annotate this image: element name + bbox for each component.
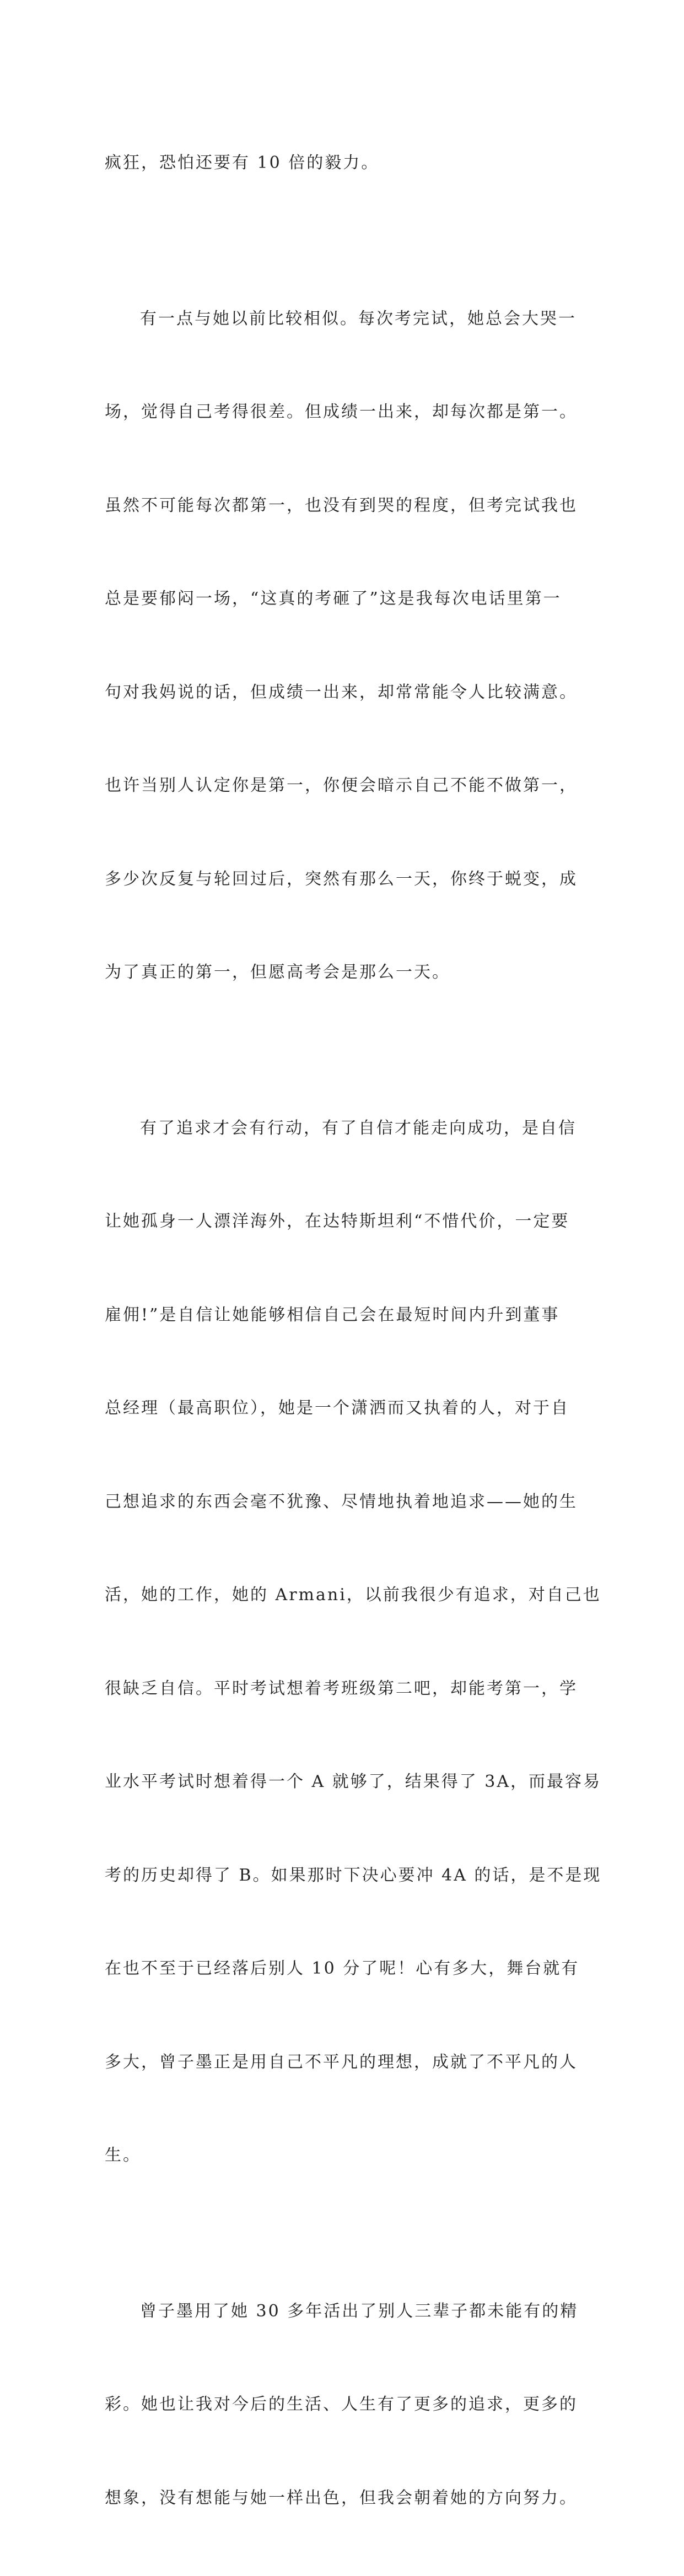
- text-line: 多大，曾子墨正是用自己不平凡的理想，成就了不平凡的人: [105, 2047, 590, 2078]
- text-line: 场，觉得自己考得很差。但成绩一出来，却每次都是第一。: [105, 397, 590, 428]
- text-line: 很缺乏自信。平时考试想着考班级第二吧，却能考第一，学: [105, 1673, 590, 1705]
- text-line: 有了追求才会有行动，有了自信才能走向成功，是自信: [105, 1113, 590, 1144]
- text-line: 虽然不可能每次都第一，也没有到哭的程度，但考完试我也: [105, 490, 590, 522]
- document-page: [0, 0, 684, 966]
- text-line: 句对我妈说的话，但成绩一出来，却常常能令人比较满意。: [105, 677, 590, 709]
- text-line: 也许当别人认定你是第一，你便会暗示自己不能不做第一，: [105, 770, 590, 802]
- text-line: 总经理（最高职位），她是一个潇洒而又执着的人，对于自: [105, 1393, 590, 1424]
- text-line: 考的历史却得了 B。如果那时下决心要冲 4A 的话，是不是现: [105, 1860, 590, 1892]
- document-body: [105, 85, 590, 2576]
- text-line: 让她孤身一人漂洋海外，在达特斯坦利“不惜代价，一定要: [105, 1206, 590, 1238]
- text-line: 生。: [105, 2140, 590, 2172]
- text-line: 多少次反复与轮回过后，突然有那么一天，你终于蜕变，成: [105, 864, 590, 895]
- text-line: 业水平考试时想着得一个 A 就够了，结果得了 3A，而最容易: [105, 1767, 590, 1798]
- paragraph-3: [105, 1051, 590, 2234]
- text-line: 有一点与她以前比较相似。每次考完试，她总会大哭一: [105, 304, 590, 335]
- paragraph-1: [105, 85, 590, 241]
- text-line: 想象，没有想能与她一样出色，但我会朝着她的方向努力。: [105, 2483, 590, 2514]
- text-line: 总是要郁闷一场，“这真的考砸了”这是我每次电话里第一: [105, 584, 590, 615]
- text-line: 己想追求的东西会毫不犹豫、尽情地执着地追求——她的生: [105, 1487, 590, 1518]
- paragraph-4: [105, 2234, 590, 2576]
- text-line: 活，她的工作，她的 Armani，以前我很少有追求，对自己也: [105, 1580, 590, 1611]
- text-line: 疯狂，恐怕还要有 10 倍的毅力。: [105, 148, 590, 179]
- paragraph-2: [105, 241, 590, 1051]
- text-line: 为了真正的第一，但愿高考会是那么一天。: [105, 957, 590, 989]
- text-line: 在也不至于已经落后别人 10 分了呢！心有多大，舞台就有: [105, 1953, 590, 1985]
- text-line: 曾子墨用了她 30 多年活出了别人三辈子都未能有的精: [105, 2296, 590, 2327]
- text-line: 彩。她也让我对今后的生活、人生有了更多的追求，更多的: [105, 2389, 590, 2421]
- text-line: 雇佣!”是自信让她能够相信自己会在最短时间内升到董事: [105, 1300, 590, 1331]
